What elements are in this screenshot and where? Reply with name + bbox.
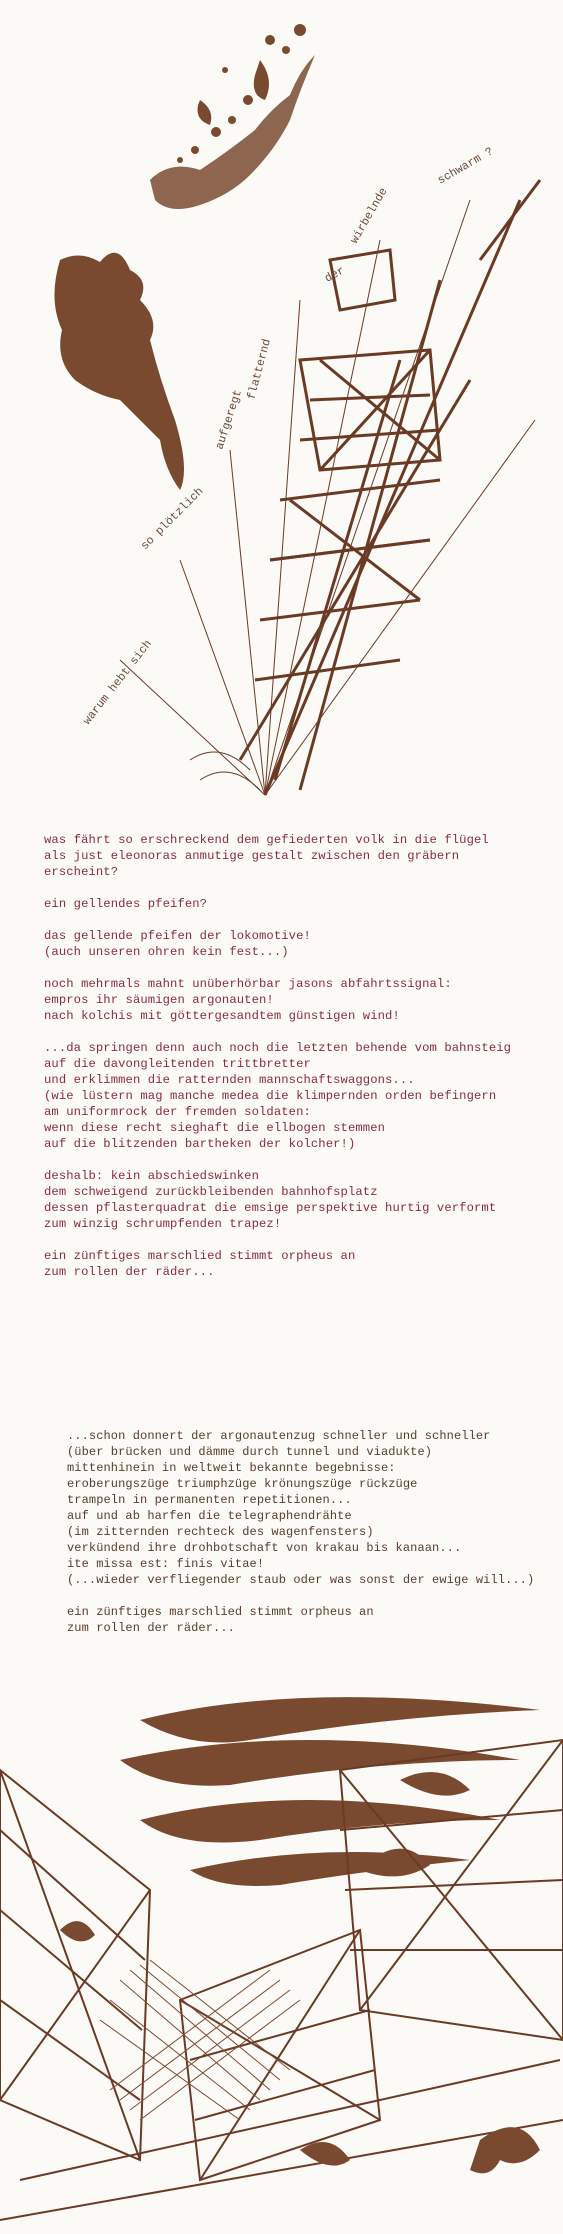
poem-line: deshalb: kein abschiedswinken	[44, 1169, 259, 1183]
poem-line: empros ihr säumigen argonauten!	[44, 993, 274, 1007]
poem-line: als just eleonoras anmutige gestalt zwischen den gräbern	[44, 849, 460, 863]
poem-line: nach kolchis mit göttergesandtem günstigen wind!	[44, 1009, 400, 1023]
stanza	[44, 1040, 554, 1152]
poem-line: ein zünftiges marschlied stimmt orpheus an	[67, 1605, 374, 1619]
poem-line: wenn diese recht sieghaft die ellbogen stemmen	[44, 1121, 386, 1135]
label-wirbelnde: wirbelnde	[348, 185, 391, 246]
poem-line: dem schweigend zurückbleibenden bahnhofsplatz	[44, 1185, 378, 1199]
poem-line: mittenhinein in weltweit bekannte begebnisse:	[67, 1461, 396, 1475]
poem-line: dessen pflasterquadrat die emsige perspektive hurtig verformt	[44, 1201, 497, 1215]
poem-line: auf die davongleitenden trittbretter	[44, 1057, 311, 1071]
poem-line: zum rollen der räder...	[67, 1621, 235, 1635]
poem-line: ...schon donnert der argonautenzug schneller und schneller	[67, 1429, 491, 1443]
poem-line: das gellende pfeifen der lokomotive!	[44, 929, 311, 943]
poem-line: was fährt so erschreckend dem gefiederten volk in die flügel	[44, 833, 489, 847]
stanza	[67, 1604, 563, 1636]
poem-line: (über brücken und dämme durch tunnel und viadukte)	[67, 1445, 433, 1459]
poem-line: noch mehrmals mahnt unüberhörbar jasons abfahrtssignal:	[44, 977, 452, 991]
poem-line: (...wieder verfliegender staub oder was sonst der ewige will...)	[67, 1573, 535, 1587]
bird-swarm-blot	[54, 24, 315, 490]
telegraph-mast	[240, 180, 540, 795]
poem-line: und erklimmen die ratternden mannschaftswaggons...	[44, 1073, 415, 1087]
poem-line: (auch unseren ohren kein fest...)	[44, 945, 289, 959]
telegraph-wires	[120, 200, 535, 795]
stanza	[44, 832, 554, 880]
poem-line: zum rollen der räder...	[44, 1265, 215, 1279]
poem-line: verkündend ihre drohbotschaft von krakau bis kanaan...	[67, 1541, 462, 1555]
poem-line: zum winzig schrumpfenden trapez!	[44, 1217, 282, 1231]
diagonal-word-labels	[81, 145, 496, 727]
bottom-illustration	[0, 1680, 563, 2234]
label-schwarm: schwarm ?	[435, 145, 496, 188]
poem-line: am uniformrock der fremden soldaten:	[44, 1105, 311, 1119]
poem-line: ...da springen denn auch noch die letzten behende vom bahnsteig	[44, 1041, 512, 1055]
poem-line: (im zitternden rechteck des wagenfensters)	[67, 1525, 374, 1539]
poem-line: eroberungszüge triumphzüge krönungszüge rückzüge	[67, 1477, 418, 1491]
label-warum-hebt-sich: warum hebt sich	[80, 637, 155, 728]
stanza	[44, 1168, 554, 1232]
poem-line: auf die blitzenden bartheken der kolcher!)	[44, 1137, 356, 1151]
poem-line: trampeln in permanenten repetitionen...	[67, 1493, 352, 1507]
poem-line: ein gellendes pfeifen?	[44, 897, 208, 911]
label-so-ploetzlich: so plötzlich	[138, 485, 207, 553]
stanza	[44, 928, 554, 960]
label-aufgeregt: aufgeregt	[213, 388, 246, 452]
stanza	[44, 896, 554, 912]
poem-part-two	[67, 1428, 563, 1652]
poem-line: ite missa est: finis vitae!	[67, 1557, 265, 1571]
label-flatternd: flatternd	[245, 337, 274, 402]
stanza	[67, 1428, 563, 1588]
hatched-blot	[100, 1960, 300, 2120]
poem-part-one	[44, 832, 554, 1296]
swoosh-strokes	[120, 1697, 540, 1886]
poem-line: erscheint?	[44, 865, 119, 879]
stanza	[44, 1248, 554, 1280]
poem-line: ein zünftiges marschlied stimmt orpheus an	[44, 1249, 356, 1263]
label-der: der	[322, 264, 348, 286]
poem-line: auf und ab harfen die telegraphendrähte	[67, 1509, 352, 1523]
poem-line: (wie lüstern mag manche medea die klimpernden orden befingern	[44, 1089, 497, 1103]
top-illustration	[0, 0, 563, 800]
stanza	[44, 976, 554, 1024]
